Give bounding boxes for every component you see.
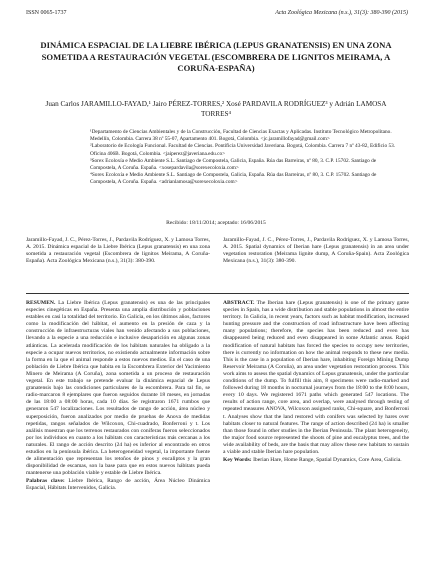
affiliation-2: ²Laboratorio de Ecología Funcional. Facultad de Ciencias. Pontificia Universidad Javeriana. Bogotá, Colombia. Carrera 7 nº 43-82, Edificio 53. Oficina 406B. Bogotá, Colombia. <jaiperez@javeriana.edu.co> bbox=[90, 143, 396, 157]
authors: Juan Carlos JARAMILLO-FAYAD,¹ Jairo PÉREZ-TORRES,² Xosé PARDAVILA RODRÍGUEZ³ y Adrián LAMOSA TORRES⁴ bbox=[45, 100, 387, 118]
issn: ISSN 0065-1737 bbox=[26, 10, 67, 16]
affiliations bbox=[90, 129, 402, 187]
section-divider bbox=[26, 293, 409, 294]
palabras-text: Liebre Ibérica, Rango de acción, Área Núcleo Dinámica Espacial, Hábitats Intervenidos, Galicia. bbox=[26, 478, 210, 492]
affiliation-3: ³Sorex Ecoloxía e Medio Ambiente S.L. Santiago de Compostela, Galicia, España. Rúa das Barreiras, nº 80, 3. C.P. 15702. Santiago de Compostela, A Coruña. España. <xosepardavila@sorexecoloxia.com> bbox=[90, 157, 377, 172]
resumen-label: RESUMEN. bbox=[26, 300, 56, 306]
abstract-label: ABSTRACT. bbox=[223, 300, 255, 306]
citation-spanish: Jaramillo-Fayad, J. C., Pérez-Torres, J., Pardavila Rodríguez, X. y Lamosa Torres, A. 2015. Dinámica espacial de la Liebre Ibérica (Lepus granatensis) en una zona sometida a restauración vegetal (Escombrera de lignitos Meirama, A Coruña-España). Acta Zoológica Mexicana (n.s.), 31(3): 380-390. bbox=[26, 237, 210, 265]
abstract-block bbox=[223, 300, 409, 464]
citation-english: Jaramillo-Fayad, J. C., Pérez-Torres, J., Pardavila Rodríguez, X. y Lamosa Torres, A. 2015. Spatial dynamics of Iberian hare (Lepus granatensis) in an area under vegetation restoration (Meirama lignite dump, A Coruña-Spain). Acta Zoológica Mexicana (n.s.), 31(3): 380-390. bbox=[223, 237, 409, 265]
key-words bbox=[223, 457, 409, 464]
received-dates: Recibido: 18/11/2014; aceptado: 16/06/2015 bbox=[166, 220, 266, 226]
affiliation-4: ⁴Sorex Ecoloxía e Medio Ambiente S.L. Santiago de Compostela, Galicia, España. Rúa das Barreiras, nº 80, 3. C.P. 15702. Santiago de Compostela, A Coruña. España. <adrianlamosa@sorexecoloxia.com> bbox=[90, 172, 377, 186]
palabras-label: Palabras clave: bbox=[26, 478, 65, 485]
running-header bbox=[26, 10, 408, 20]
affiliation-1: ¹Departamento de Ciencias Ambientales y de la Construcción, Facultad de Ciencias Exactas y Aplicadas. Instituto Tecnológico Metropolitano. Medellín, Colombia. Carrera 38 nº 55-07, Apartamento 401. Bogotá, Colombia. <jc.jaramillofayad@gmail.com> bbox=[90, 129, 392, 143]
keywords-label: Key Words: bbox=[223, 457, 252, 464]
keywords-text: Iberian Hare, Home Range, Spatial Dynamics, Core Area, Galicia. bbox=[253, 457, 402, 464]
abstract-text: The Iberian hare (Lepus granatensis) is one of the primary game species in Spain, has a wide distribution and stable populations in almost the entire territory. In Galicia, in recent years, factors such as habitat modification, increased hunting pressure and the construction of road infrastructure have been affecting many populations; therefore, the species has been reduced and even has disappeared being reduced and even disappeared in some Atlantic areas. Rapid modification of natural habitats has forced the species to occupy new territories, there is currently no information on how the animal responds to these new media. This is the case in a population of Iberian hare, inhabiting Foreign Mining Dump Reservoir Meirama (A Coruña), an area under vegetation restoration process. This work aims to assess the spatial dynamics of Lepus granatensis, under the particular conditions of the dump. To fulfill this aim, 8 specimens were radio-marked and followed during 18 months in nocturnal journeys from the 18:00 to the 8:00 hours, every 10 days. We registered 1671 paths which generated 547 locations. The results of action range, core area, and overlap, were analysed through testing of repeated measures ANOVA, Wilcoxon assigned ranks, Chi-square, and Bonferroni t. Analyses show that the land restored with conifers was selected by hares over habitats closer to natural features. The range of action described (24 ha) is smaller than those found in other studies in the Iberian Peninsula. The plant heterogeneity, the major food source represented the shoots of pine and eucalyptus trees, and the wide availability of beds, are the basis that may allow these new habitats to sustain a viable and stable Iberian hare population. bbox=[223, 300, 409, 455]
journal-citation: Acta Zoológica Mexicana (n.s.), 31(3): 380-390 (2015) bbox=[275, 10, 408, 16]
article-title: DINÁMICA ESPACIAL DE LA LIEBRE IBÉRICA (LEPUS GRANATENSIS) EN UNA ZONA SOMETIDA A RESTAURACIÓN VEGETAL (ESCOMBRERA DE LIGNITOS MEIRAMA, A CORUÑA-ESPAÑA) bbox=[40, 40, 392, 73]
palabras-clave bbox=[26, 478, 210, 492]
resumen-block bbox=[26, 300, 210, 493]
resumen-text: La Liebre Ibérica (Lepus granatensis) es una de las principales especies cinegéticas en España. Presenta una amplia distribución y poblaciones estables en casi la totalidad del territorio. En Galicia, en los últimos años, factores como la modificación del hábitat, el aumento en la presión de caza y la construcción de infraestructuras viales han venido afectando a sus poblaciones, llevando a la especie a una reducción e inclusive desaparición en algunas zonas atlánticas. La acelerada modificación de los hábitats naturales ha obligado a la especie a ocupar nuevos territorios, no existiendo actualmente información sobre la forma en la que el animal responde a estos nuevos medios. En el caso de una población de Liebre Ibérica que habita en la Escombrera Exterior del Yacimiento Minero de Meirama (A Coruña), zona sometida a un proceso de restauración vegetal. En este trabajo se pretende evaluar la dinámica espacial de Lepus granatensis bajo las condiciones particulares de la escombrera. Para tal fin, se radio-marcaron 8 ejemplares que fueron seguidos durante 18 meses, en jornadas de las 18:00 a 08:00 horas, cada 10 días. Se registraron 1671 rumbos que generaron 547 localizaciones. Los resultados de rango de acción, área núcleo y superposición, fueron analizados por medio de pruebas de Anova de medidas repetidas, rangos señalados de Wilcoxon, Chi-cuadrado, Bonferroni y t. Los análisis muestran que los terrenos restaurados con coníferas fueron seleccionados por los individuos en cuanto a los hábitats con características más cercanas a los naturales. El rango de acción descrito (24 ha) es inferior al encontrado en otros estudios en la península ibérica. La heterogeneidad vegetal, la importante fuente de alimentación que representan los retoños de pinos y eucaliptos y la gran disponibilidad de escamas, son la base para que en estos nuevos hábitats pueda mantenerse una población viable y estable de Liebre Ibérica. bbox=[26, 300, 210, 477]
